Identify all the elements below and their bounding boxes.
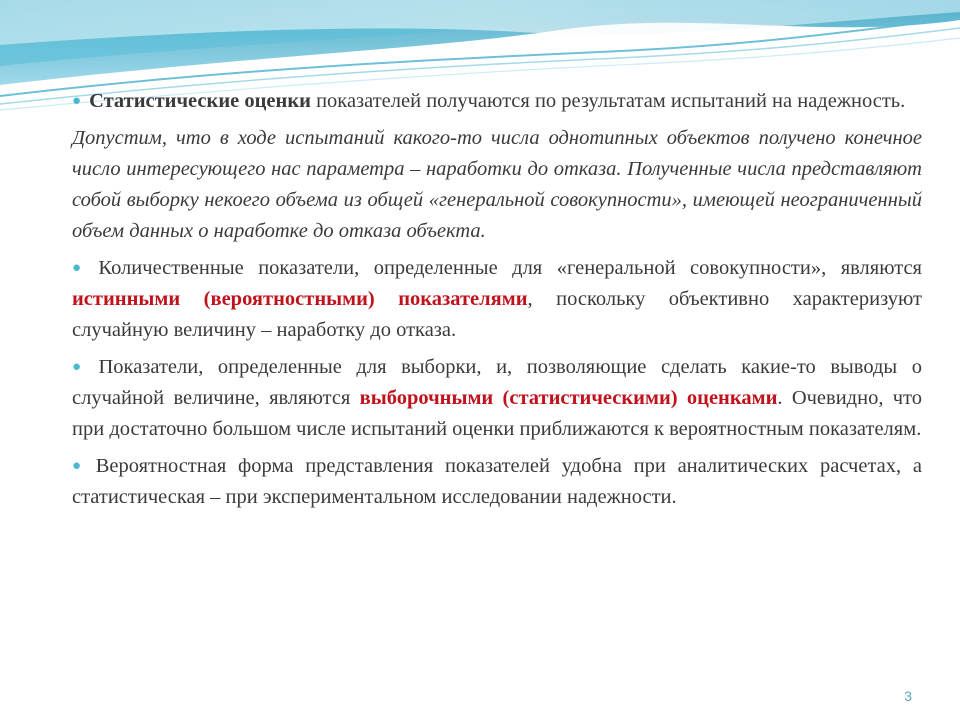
paragraph-text: Допустим, что в ходе испытаний какого-то числа однотипных объектов получено конечное число интересующего нас параметра – наработки до отказа. Полученные числа представляют собой выборку некоего объема из общей «генеральной совокупности», имеющей неограниченный объем данных о наработке до отказа объекта. [72,127,922,242]
bullet-icon: ● [72,260,91,276]
paragraph-sample-estimates [72,352,922,445]
paragraph-text: Вероятностная форма представления показателей удобна при аналитических расчетах, а статистическая – при экспериментальном исследовании надежности. [72,455,922,508]
term-statistical-estimates: Статистические оценки [89,90,311,112]
slide-body [72,86,922,519]
paragraph-probability-form [72,451,922,513]
bullet-icon: ● [72,93,82,109]
paragraph-text: . Очевидно, что при достаточно большом числе испытаний оценки приближаются к вероятностным показателям. [72,387,922,440]
highlight-true-indicators: истинными (вероятностными) показателями [72,288,528,310]
paragraph-statistical-estimates [72,86,922,117]
paragraph-true-indicators [72,253,922,346]
bullet-icon: ● [72,359,91,375]
page-number: 3 [904,688,912,704]
bullet-icon: ● [72,458,88,474]
paragraph-text: показателей получаются по результатам испытаний на надежность. [310,90,906,112]
paragraph-example [72,123,922,247]
paragraph-text: Количественные показатели, определенные для «генеральной совокупности», являются [98,257,922,279]
highlight-sample-estimates: выборочными (статистическими) оценками [359,387,778,409]
paragraph-text: Показатели, определенные для выборки, и, позволяющие сделать какие-то выводы о случайной величине, являются [72,356,923,409]
paragraph-text: , поскольку объективно характеризуют случайную величину – наработку до отказа. [72,288,922,341]
